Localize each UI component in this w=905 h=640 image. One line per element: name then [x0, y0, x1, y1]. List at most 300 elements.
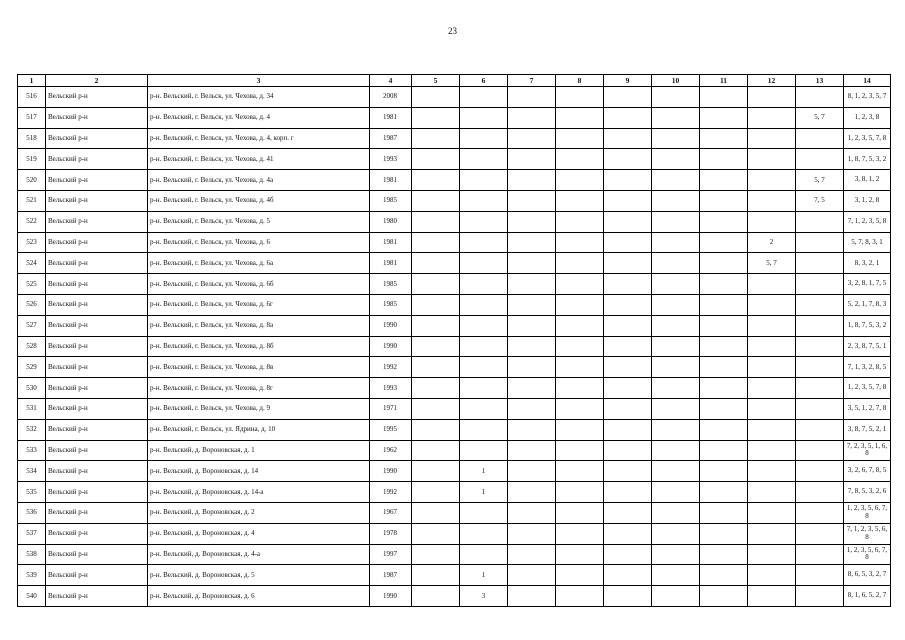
- col8-cell: [556, 419, 604, 440]
- col6-cell: 1: [460, 482, 508, 503]
- col6-cell: [460, 544, 508, 565]
- col6-cell: [460, 232, 508, 253]
- year-cell: 1987: [370, 565, 412, 586]
- col10-cell: [652, 544, 700, 565]
- col13-cell: [796, 274, 844, 295]
- year-cell: 1981: [370, 107, 412, 128]
- column-header-2: 2: [46, 75, 148, 87]
- col8-cell: [556, 149, 604, 170]
- col9-cell: [604, 440, 652, 461]
- table-row: [18, 357, 891, 378]
- col10-cell: [652, 440, 700, 461]
- col12-cell: [748, 336, 796, 357]
- district-cell: Вельский р-н: [46, 482, 148, 503]
- year-cell: 1995: [370, 419, 412, 440]
- col9-cell: [604, 149, 652, 170]
- col10-cell: [652, 128, 700, 149]
- col14-cell: 7, 2, 3, 5, 1, 6, 8: [844, 440, 891, 461]
- col6-cell: [460, 170, 508, 191]
- table-row: [18, 502, 891, 523]
- col8-cell: [556, 253, 604, 274]
- row-number: 526: [18, 294, 46, 315]
- col13-cell: [796, 565, 844, 586]
- col12-cell: [748, 544, 796, 565]
- address-cell: р-н. Вельский, д. Вороновская, д. 14: [148, 461, 370, 482]
- table-row: [18, 211, 891, 232]
- col9-cell: [604, 419, 652, 440]
- column-header-9: 9: [604, 75, 652, 87]
- year-cell: 1987: [370, 128, 412, 149]
- col10-cell: [652, 170, 700, 191]
- col9-cell: [604, 482, 652, 503]
- col9-cell: [604, 190, 652, 211]
- col12-cell: [748, 586, 796, 607]
- district-cell: Вельский р-н: [46, 502, 148, 523]
- row-number: 530: [18, 378, 46, 399]
- address-cell: р-н. Вельский, г. Вельск, ул. Чехова, д. 6б: [148, 274, 370, 295]
- col11-cell: [700, 544, 748, 565]
- col7-cell: [508, 315, 556, 336]
- district-cell: Вельский р-н: [46, 294, 148, 315]
- table-row: [18, 274, 891, 295]
- col6-cell: [460, 128, 508, 149]
- col8-cell: [556, 190, 604, 211]
- column-header-5: 5: [412, 75, 460, 87]
- district-cell: Вельский р-н: [46, 440, 148, 461]
- col10-cell: [652, 378, 700, 399]
- col13-cell: [796, 586, 844, 607]
- col14-cell: 1, 2, 3, 5, 6, 7, 8: [844, 502, 891, 523]
- col7-cell: [508, 274, 556, 295]
- col7-cell: [508, 294, 556, 315]
- col6-cell: [460, 294, 508, 315]
- col11-cell: [700, 294, 748, 315]
- col9-cell: [604, 544, 652, 565]
- col14-cell: 1, 2, 3, 8: [844, 107, 891, 128]
- address-cell: р-н. Вельский, г. Вельск, ул. Чехова, д. 9: [148, 398, 370, 419]
- col6-cell: [460, 107, 508, 128]
- col13-cell: [796, 378, 844, 399]
- table-row: [18, 149, 891, 170]
- row-number: 527: [18, 315, 46, 336]
- col6-cell: [460, 87, 508, 108]
- address-cell: р-н. Вельский, г. Вельск, ул. Ядрина, д. 10: [148, 419, 370, 440]
- col8-cell: [556, 482, 604, 503]
- year-cell: 1992: [370, 482, 412, 503]
- year-cell: 1981: [370, 232, 412, 253]
- district-cell: Вельский р-н: [46, 87, 148, 108]
- address-cell: р-н. Вельский, г. Вельск, ул. Чехова, д. 4б: [148, 190, 370, 211]
- address-cell: р-н. Вельский, д. Вороновская, д. 6: [148, 586, 370, 607]
- col11-cell: [700, 336, 748, 357]
- col7-cell: [508, 253, 556, 274]
- column-header-3: 3: [148, 75, 370, 87]
- year-cell: 1985: [370, 274, 412, 295]
- district-cell: Вельский р-н: [46, 419, 148, 440]
- col11-cell: [700, 523, 748, 544]
- address-cell: р-н. Вельский, д. Вороновская, д. 2: [148, 502, 370, 523]
- col7-cell: [508, 440, 556, 461]
- col6-cell: [460, 149, 508, 170]
- col13-cell: [796, 461, 844, 482]
- address-cell: р-н. Вельский, г. Вельск, ул. Чехова, д. 6г: [148, 294, 370, 315]
- table-row: [18, 586, 891, 607]
- col14-cell: 1, 8, 7, 5, 3, 2: [844, 315, 891, 336]
- col6-cell: [460, 274, 508, 295]
- col12-cell: [748, 357, 796, 378]
- district-cell: Вельский р-н: [46, 565, 148, 586]
- col9-cell: [604, 357, 652, 378]
- col7-cell: [508, 87, 556, 108]
- col10-cell: [652, 586, 700, 607]
- col9-cell: [604, 565, 652, 586]
- col5-cell: [412, 378, 460, 399]
- col7-cell: [508, 357, 556, 378]
- col5-cell: [412, 190, 460, 211]
- col6-cell: 1: [460, 565, 508, 586]
- year-cell: 1980: [370, 211, 412, 232]
- col13-cell: [796, 440, 844, 461]
- col14-cell: 7, 1, 2, 3, 5, 8: [844, 211, 891, 232]
- col14-cell: 3, 5, 1, 2, 7, 8: [844, 398, 891, 419]
- table-row: [18, 336, 891, 357]
- table-row: [18, 253, 891, 274]
- col11-cell: [700, 461, 748, 482]
- col6-cell: [460, 315, 508, 336]
- col9-cell: [604, 336, 652, 357]
- col13-cell: [796, 419, 844, 440]
- col11-cell: [700, 190, 748, 211]
- col10-cell: [652, 482, 700, 503]
- col13-cell: 5, 7: [796, 107, 844, 128]
- year-cell: 1990: [370, 336, 412, 357]
- col13-cell: 7, 5: [796, 190, 844, 211]
- year-cell: 1978: [370, 523, 412, 544]
- col9-cell: [604, 274, 652, 295]
- col14-cell: 3, 8, 7, 5, 2, 1: [844, 419, 891, 440]
- column-header-8: 8: [556, 75, 604, 87]
- col12-cell: [748, 294, 796, 315]
- col13-cell: [796, 294, 844, 315]
- table-row: [18, 232, 891, 253]
- col6-cell: [460, 211, 508, 232]
- table-row: [18, 565, 891, 586]
- col13-cell: 5, 7: [796, 170, 844, 191]
- column-header-13: 13: [796, 75, 844, 87]
- col10-cell: [652, 523, 700, 544]
- col9-cell: [604, 315, 652, 336]
- col14-cell: 7, 8, 5, 3, 2, 6: [844, 482, 891, 503]
- col8-cell: [556, 378, 604, 399]
- col13-cell: [796, 544, 844, 565]
- district-cell: Вельский р-н: [46, 211, 148, 232]
- col12-cell: [748, 565, 796, 586]
- col8-cell: [556, 398, 604, 419]
- col8-cell: [556, 461, 604, 482]
- col9-cell: [604, 253, 652, 274]
- col7-cell: [508, 107, 556, 128]
- col12-cell: [748, 419, 796, 440]
- address-cell: р-н. Вельский, д. Вороновская, д. 4-а: [148, 544, 370, 565]
- col14-cell: 3, 1, 2, 8: [844, 190, 891, 211]
- col9-cell: [604, 128, 652, 149]
- district-cell: Вельский р-н: [46, 378, 148, 399]
- col5-cell: [412, 107, 460, 128]
- col12-cell: [748, 440, 796, 461]
- col12-cell: [748, 502, 796, 523]
- col10-cell: [652, 502, 700, 523]
- table-row: [18, 378, 891, 399]
- column-header-11: 11: [700, 75, 748, 87]
- district-cell: Вельский р-н: [46, 170, 148, 191]
- column-header-14: 14: [844, 75, 891, 87]
- column-header-12: 12: [748, 75, 796, 87]
- col5-cell: [412, 170, 460, 191]
- row-number: 533: [18, 440, 46, 461]
- address-cell: р-н. Вельский, д. Вороновская, д. 4: [148, 523, 370, 544]
- table-row: [18, 461, 891, 482]
- col14-cell: 7, 1, 2, 3, 5, 6, 8: [844, 523, 891, 544]
- col14-cell: 2, 3, 8, 7, 5, 1: [844, 336, 891, 357]
- col12-cell: [748, 274, 796, 295]
- col11-cell: [700, 586, 748, 607]
- col5-cell: [412, 544, 460, 565]
- table-row: [18, 419, 891, 440]
- row-number: 523: [18, 232, 46, 253]
- col9-cell: [604, 107, 652, 128]
- col5-cell: [412, 211, 460, 232]
- col6-cell: [460, 357, 508, 378]
- district-cell: Вельский р-н: [46, 357, 148, 378]
- col12-cell: [748, 190, 796, 211]
- page-number: 23: [448, 26, 457, 36]
- col13-cell: [796, 502, 844, 523]
- col10-cell: [652, 87, 700, 108]
- col10-cell: [652, 149, 700, 170]
- col7-cell: [508, 128, 556, 149]
- address-cell: р-н. Вельский, г. Вельск, ул. Чехова, д. 6: [148, 232, 370, 253]
- col11-cell: [700, 253, 748, 274]
- year-cell: 1981: [370, 170, 412, 191]
- col13-cell: [796, 128, 844, 149]
- col5-cell: [412, 419, 460, 440]
- col11-cell: [700, 274, 748, 295]
- col6-cell: [460, 440, 508, 461]
- col5-cell: [412, 398, 460, 419]
- col12-cell: [748, 378, 796, 399]
- col11-cell: [700, 398, 748, 419]
- col13-cell: [796, 398, 844, 419]
- row-number: 540: [18, 586, 46, 607]
- table-row: [18, 544, 891, 565]
- col12-cell: 2: [748, 232, 796, 253]
- col7-cell: [508, 523, 556, 544]
- col7-cell: [508, 232, 556, 253]
- district-cell: Вельский р-н: [46, 544, 148, 565]
- year-cell: 1993: [370, 149, 412, 170]
- col11-cell: [700, 107, 748, 128]
- table-row: [18, 482, 891, 503]
- col14-cell: 8, 1, 6, 5, 2, 7: [844, 586, 891, 607]
- col14-cell: 1, 8, 7, 5, 3, 2: [844, 149, 891, 170]
- col11-cell: [700, 440, 748, 461]
- col8-cell: [556, 107, 604, 128]
- row-number: 517: [18, 107, 46, 128]
- column-header-7: 7: [508, 75, 556, 87]
- col11-cell: [700, 211, 748, 232]
- district-cell: Вельский р-н: [46, 523, 148, 544]
- col13-cell: [796, 149, 844, 170]
- year-cell: 1981: [370, 253, 412, 274]
- address-cell: р-н. Вельский, г. Вельск, ул. Чехова, д. 4, корп. г: [148, 128, 370, 149]
- col7-cell: [508, 461, 556, 482]
- table-row: [18, 170, 891, 191]
- table-row: [18, 440, 891, 461]
- col11-cell: [700, 419, 748, 440]
- col12-cell: [748, 170, 796, 191]
- district-cell: Вельский р-н: [46, 274, 148, 295]
- col10-cell: [652, 232, 700, 253]
- row-number: 521: [18, 190, 46, 211]
- col13-cell: [796, 232, 844, 253]
- col11-cell: [700, 149, 748, 170]
- col13-cell: [796, 357, 844, 378]
- col8-cell: [556, 565, 604, 586]
- address-cell: р-н. Вельский, г. Вельск, ул. Чехова, д. 6а: [148, 253, 370, 274]
- col5-cell: [412, 128, 460, 149]
- col6-cell: [460, 398, 508, 419]
- col5-cell: [412, 461, 460, 482]
- col10-cell: [652, 419, 700, 440]
- col6-cell: [460, 336, 508, 357]
- col5-cell: [412, 565, 460, 586]
- row-number: 516: [18, 87, 46, 108]
- col11-cell: [700, 170, 748, 191]
- col9-cell: [604, 523, 652, 544]
- table-row: [18, 315, 891, 336]
- row-number: 532: [18, 419, 46, 440]
- row-number: 519: [18, 149, 46, 170]
- year-cell: 1971: [370, 398, 412, 419]
- col12-cell: 5, 7: [748, 253, 796, 274]
- address-cell: р-н. Вельский, г. Вельск, ул. Чехова, д. 8в: [148, 357, 370, 378]
- column-header-10: 10: [652, 75, 700, 87]
- col8-cell: [556, 523, 604, 544]
- col5-cell: [412, 482, 460, 503]
- district-cell: Вельский р-н: [46, 190, 148, 211]
- year-cell: 1997: [370, 544, 412, 565]
- col11-cell: [700, 87, 748, 108]
- col9-cell: [604, 87, 652, 108]
- col9-cell: [604, 211, 652, 232]
- col14-cell: 8, 6, 5, 3, 2, 7: [844, 565, 891, 586]
- col8-cell: [556, 336, 604, 357]
- table-row: [18, 294, 891, 315]
- row-number: 528: [18, 336, 46, 357]
- col10-cell: [652, 315, 700, 336]
- col6-cell: [460, 253, 508, 274]
- table-row: [18, 398, 891, 419]
- col10-cell: [652, 357, 700, 378]
- col14-cell: 1, 2, 3, 5, 7, 8: [844, 128, 891, 149]
- row-number: 529: [18, 357, 46, 378]
- address-cell: р-н. Вельский, г. Вельск, ул. Чехова, д. 34: [148, 87, 370, 108]
- col7-cell: [508, 211, 556, 232]
- col13-cell: [796, 87, 844, 108]
- col7-cell: [508, 502, 556, 523]
- col14-cell: 1, 2, 3, 5, 7, 8: [844, 378, 891, 399]
- district-cell: Вельский р-н: [46, 398, 148, 419]
- col10-cell: [652, 398, 700, 419]
- address-cell: р-н. Вельский, г. Вельск, ул. Чехова, д. 4а: [148, 170, 370, 191]
- year-cell: 1990: [370, 461, 412, 482]
- col14-cell: 5, 2, 1, 7, 8, 3: [844, 294, 891, 315]
- col7-cell: [508, 170, 556, 191]
- row-number: 535: [18, 482, 46, 503]
- col8-cell: [556, 211, 604, 232]
- col12-cell: [748, 211, 796, 232]
- col14-cell: 1, 2, 3, 5, 6, 7, 8: [844, 544, 891, 565]
- col9-cell: [604, 461, 652, 482]
- col10-cell: [652, 253, 700, 274]
- address-cell: р-н. Вельский, г. Вельск, ул. Чехова, д. 8б: [148, 336, 370, 357]
- year-cell: 1962: [370, 440, 412, 461]
- year-cell: 1985: [370, 294, 412, 315]
- col8-cell: [556, 232, 604, 253]
- table-row: [18, 87, 891, 108]
- col9-cell: [604, 232, 652, 253]
- col12-cell: [748, 461, 796, 482]
- col14-cell: 8, 1, 2, 3, 5, 7: [844, 87, 891, 108]
- col5-cell: [412, 232, 460, 253]
- col7-cell: [508, 419, 556, 440]
- col13-cell: [796, 315, 844, 336]
- col6-cell: [460, 419, 508, 440]
- table-row: [18, 107, 891, 128]
- col9-cell: [604, 170, 652, 191]
- col6-cell: 1: [460, 461, 508, 482]
- year-cell: 1993: [370, 378, 412, 399]
- col11-cell: [700, 315, 748, 336]
- table-row: [18, 523, 891, 544]
- col7-cell: [508, 149, 556, 170]
- col10-cell: [652, 294, 700, 315]
- col11-cell: [700, 232, 748, 253]
- col9-cell: [604, 398, 652, 419]
- col8-cell: [556, 274, 604, 295]
- address-cell: р-н. Вельский, г. Вельск, ул. Чехова, д. 8а: [148, 315, 370, 336]
- col9-cell: [604, 586, 652, 607]
- col9-cell: [604, 294, 652, 315]
- col12-cell: [748, 128, 796, 149]
- year-cell: 1992: [370, 357, 412, 378]
- address-cell: р-н. Вельский, г. Вельск, ул. Чехова, д. 5: [148, 211, 370, 232]
- col14-cell: 3, 2, 6, 7, 8, 5: [844, 461, 891, 482]
- col8-cell: [556, 502, 604, 523]
- col13-cell: [796, 482, 844, 503]
- col6-cell: [460, 523, 508, 544]
- col12-cell: [748, 523, 796, 544]
- col8-cell: [556, 170, 604, 191]
- col10-cell: [652, 190, 700, 211]
- col14-cell: 7, 1, 3, 2, 8, 5: [844, 357, 891, 378]
- year-cell: 1985: [370, 190, 412, 211]
- col5-cell: [412, 586, 460, 607]
- table-row: [18, 128, 891, 149]
- col5-cell: [412, 253, 460, 274]
- col7-cell: [508, 482, 556, 503]
- address-cell: р-н. Вельский, г. Вельск, ул. Чехова, д. 41: [148, 149, 370, 170]
